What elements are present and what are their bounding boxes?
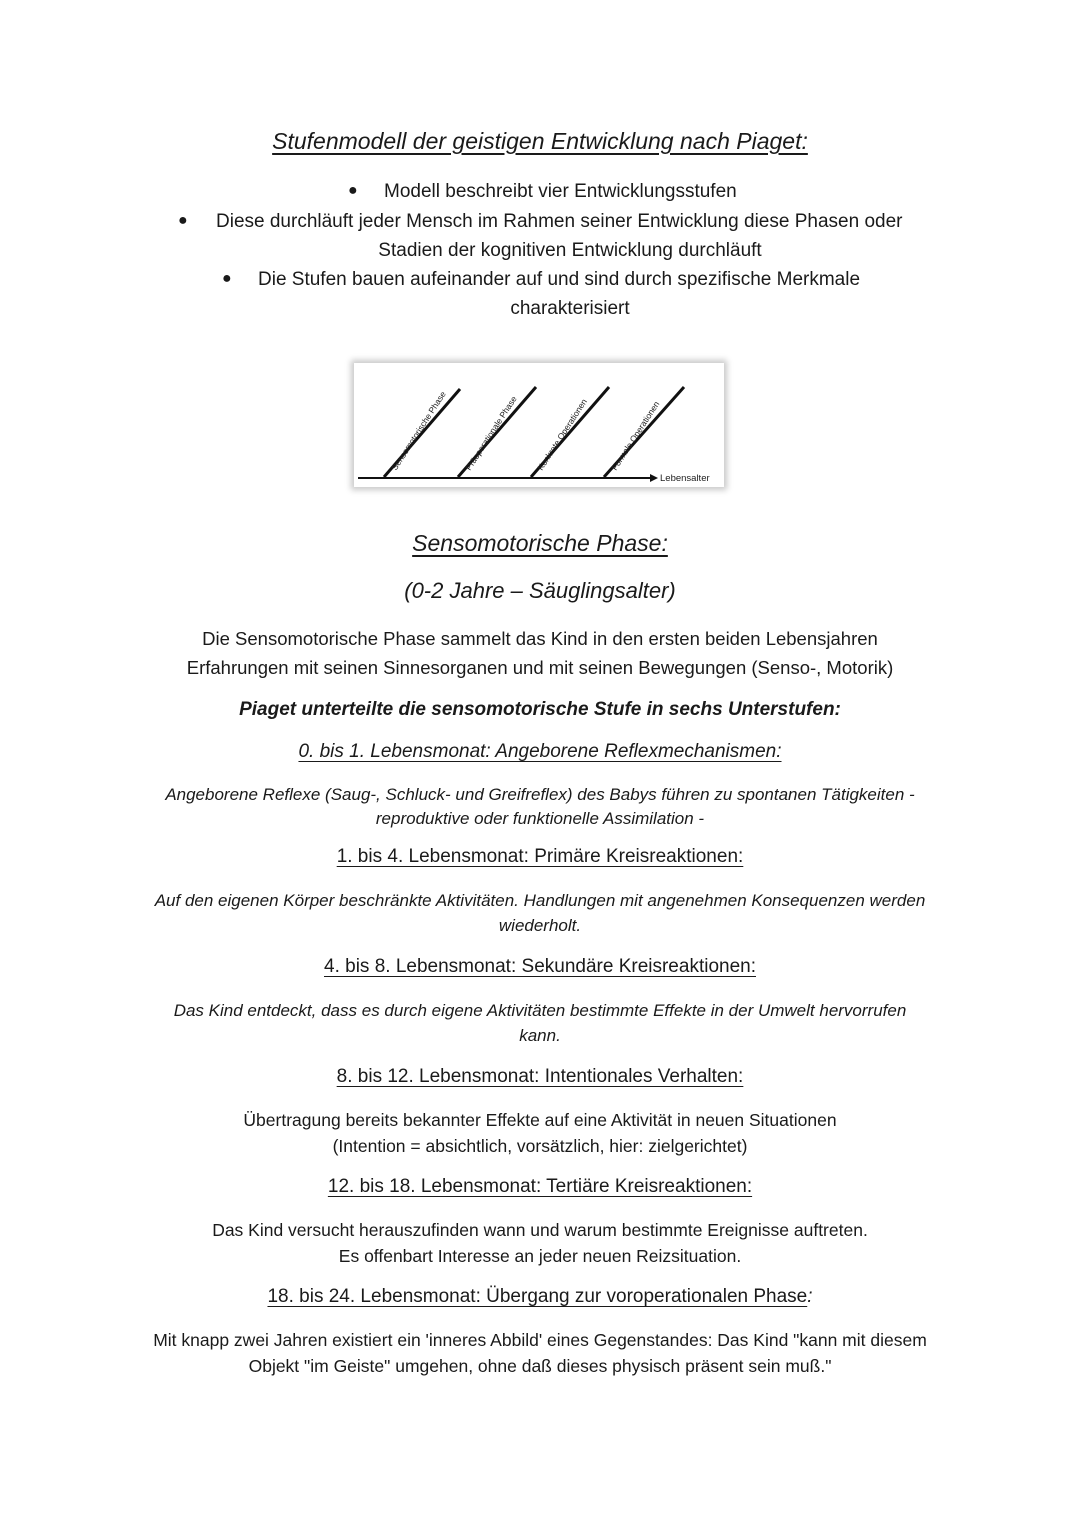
bullet-item-continuation: Stadien der kognitiven Entwicklung durchläuft [378, 240, 762, 261]
stage-heading: 8. bis 12. Lebensmonat: Intentionales Verhalten: [336, 1066, 744, 1087]
stage-description: Angeborene Reflexe (Saug-, Schluck- und Greifreflex) des Babys führen zu spontanen Tätigkeiten - [165, 785, 915, 804]
stage-description: Es offenbart Interesse an jeder neuen Reizsituation. [338, 1246, 742, 1266]
stage-label: Formale Operationen [609, 399, 662, 473]
bullet-item-continuation: charakterisiert [510, 298, 630, 319]
stage-heading: 4. bis 8. Lebensmonat: Sekundäre Kreisreaktionen: [324, 956, 756, 977]
stage-description: Objekt "im Geiste" umgehen, ohne daß dieses physisch präsent sein muß." [248, 1356, 832, 1376]
stage-label: Präoperationale Phase [463, 394, 519, 473]
page-title: Stufenmodell der geistigen Entwicklung nach Piaget: [272, 128, 808, 154]
bullet-dot-icon: ● [348, 182, 358, 199]
section-heading: Sensomotorische Phase: [412, 530, 668, 556]
bullet-dot-icon: ● [178, 212, 188, 229]
stage-description: Das Kind versucht herauszufinden wann und warum bestimmte Ereignisse auftreten. [212, 1220, 868, 1240]
stage-description: Das Kind entdeckt, dass es durch eigene Aktivitäten bestimmte Effekte in der Umwelt hervorrufen [173, 1001, 907, 1020]
substages-heading: Piaget unterteilte die sensomotorische Stufe in sechs Unterstufen: [239, 699, 841, 720]
stage-model-figure [354, 363, 724, 487]
stage-heading-text: 18. bis 24. Lebensmonat: Übergang zur voroperationalen Phase [267, 1286, 808, 1307]
axis-label: Lebensalter [660, 473, 710, 484]
stage-heading: 12. bis 18. Lebensmonat: Tertiäre Kreisreaktionen: [327, 1176, 753, 1197]
stage-description: Mit knapp zwei Jahren existiert ein 'inneres Abbild' eines Gegenstandes: Das Kind "kann mit diesem [153, 1330, 927, 1350]
bullet-dot-icon: ● [222, 270, 232, 287]
stage-description: (Intention = absichtlich, vorsätzlich, hier: zielgerichtet) [332, 1136, 748, 1156]
stage-description: Übertragung bereits bekannter Effekte auf eine Aktivität in neuen Situationen [243, 1110, 837, 1130]
section-subheading: (0-2 Jahre – Säuglingsalter) [404, 578, 676, 603]
stage-description: wiederholt. [498, 916, 582, 935]
stage-label: Konkrete Operationen [535, 396, 589, 473]
intro-line: Erfahrungen mit seinen Sinnesorganen und mit seinen Bewegungen (Senso-, Motorik) [186, 657, 894, 678]
stage-heading: 1. bis 4. Lebensmonat: Primäre Kreisreaktionen: [336, 846, 744, 867]
stage-model-diagram [354, 363, 724, 487]
stage-label: Sensomotorische Phase [389, 389, 448, 473]
bullet-item: Die Stufen bauen aufeinander auf und sind durch spezifische Merkmale [258, 269, 861, 290]
stage-heading: 0. bis 1. Lebensmonat: Angeborene Reflexmechanismen: [298, 741, 782, 762]
stage-description: kann. [519, 1026, 561, 1045]
bullet-item: Diese durchläuft jeder Mensch im Rahmen seiner Entwicklung diese Phasen oder [216, 211, 903, 232]
stage-heading [0, 1286, 1080, 1308]
intro-line: Die Sensomotorische Phase sammelt das Kind in den ersten beiden Lebensjahren [202, 628, 878, 649]
stage-description: Auf den eigenen Körper beschränkte Aktivitäten. Handlungen mit angenehmen Konsequenzen werden [154, 891, 926, 910]
stage-heading-suffix: : [807, 1286, 813, 1307]
bullet-item: Modell beschreibt vier Entwicklungsstufen [384, 181, 737, 202]
stage-description: reproduktive oder funktionelle Assimilation - [375, 809, 705, 828]
axis-arrow-icon [650, 474, 658, 482]
